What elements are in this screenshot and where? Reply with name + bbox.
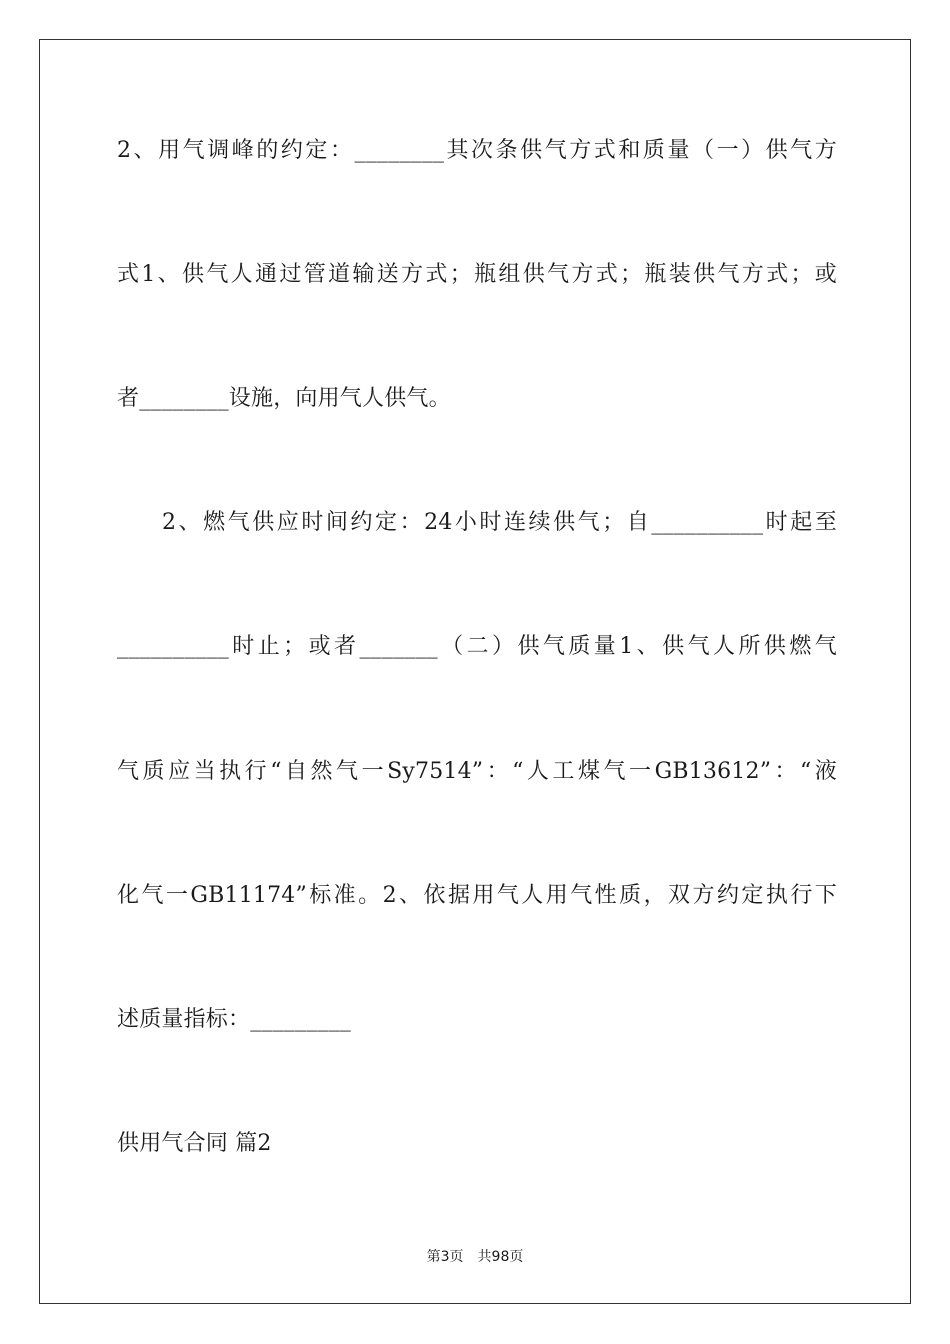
text-line-6: 气质应当执行“自然气一Sy7514”：“人工煤气一GB13612”：“液 — [117, 759, 837, 784]
page-footer — [0, 1246, 950, 1266]
page-border — [39, 39, 911, 1304]
total-pages: 共98页 — [477, 1249, 524, 1265]
text-line-5: __________时止；或者_______（二）供气质量1、供气人所供燃气 — [117, 634, 837, 659]
text-line-2: 式1、供气人通过管道输送方式；瓶组供气方式；瓶装供气方式；或 — [117, 262, 837, 287]
text-line-7: 化气一GB11174”标准。2、依据用气人用气性质，双方约定执行下 — [117, 883, 837, 908]
page-number: 第3页 — [426, 1249, 464, 1265]
text-line-4: 2、燃气供应时间约定：24小时连续供气；自__________时起至 — [162, 510, 837, 535]
text-line-3: 者________设施，向用气人供气。 — [117, 386, 451, 411]
text-line-1: 2、用气调峰的约定：________其次条供气方式和质量（一）供气方 — [117, 138, 837, 163]
text-line-8: 述质量指标：_________ — [117, 1007, 352, 1032]
section-heading: 供用气合同 篇2 — [117, 1131, 272, 1156]
